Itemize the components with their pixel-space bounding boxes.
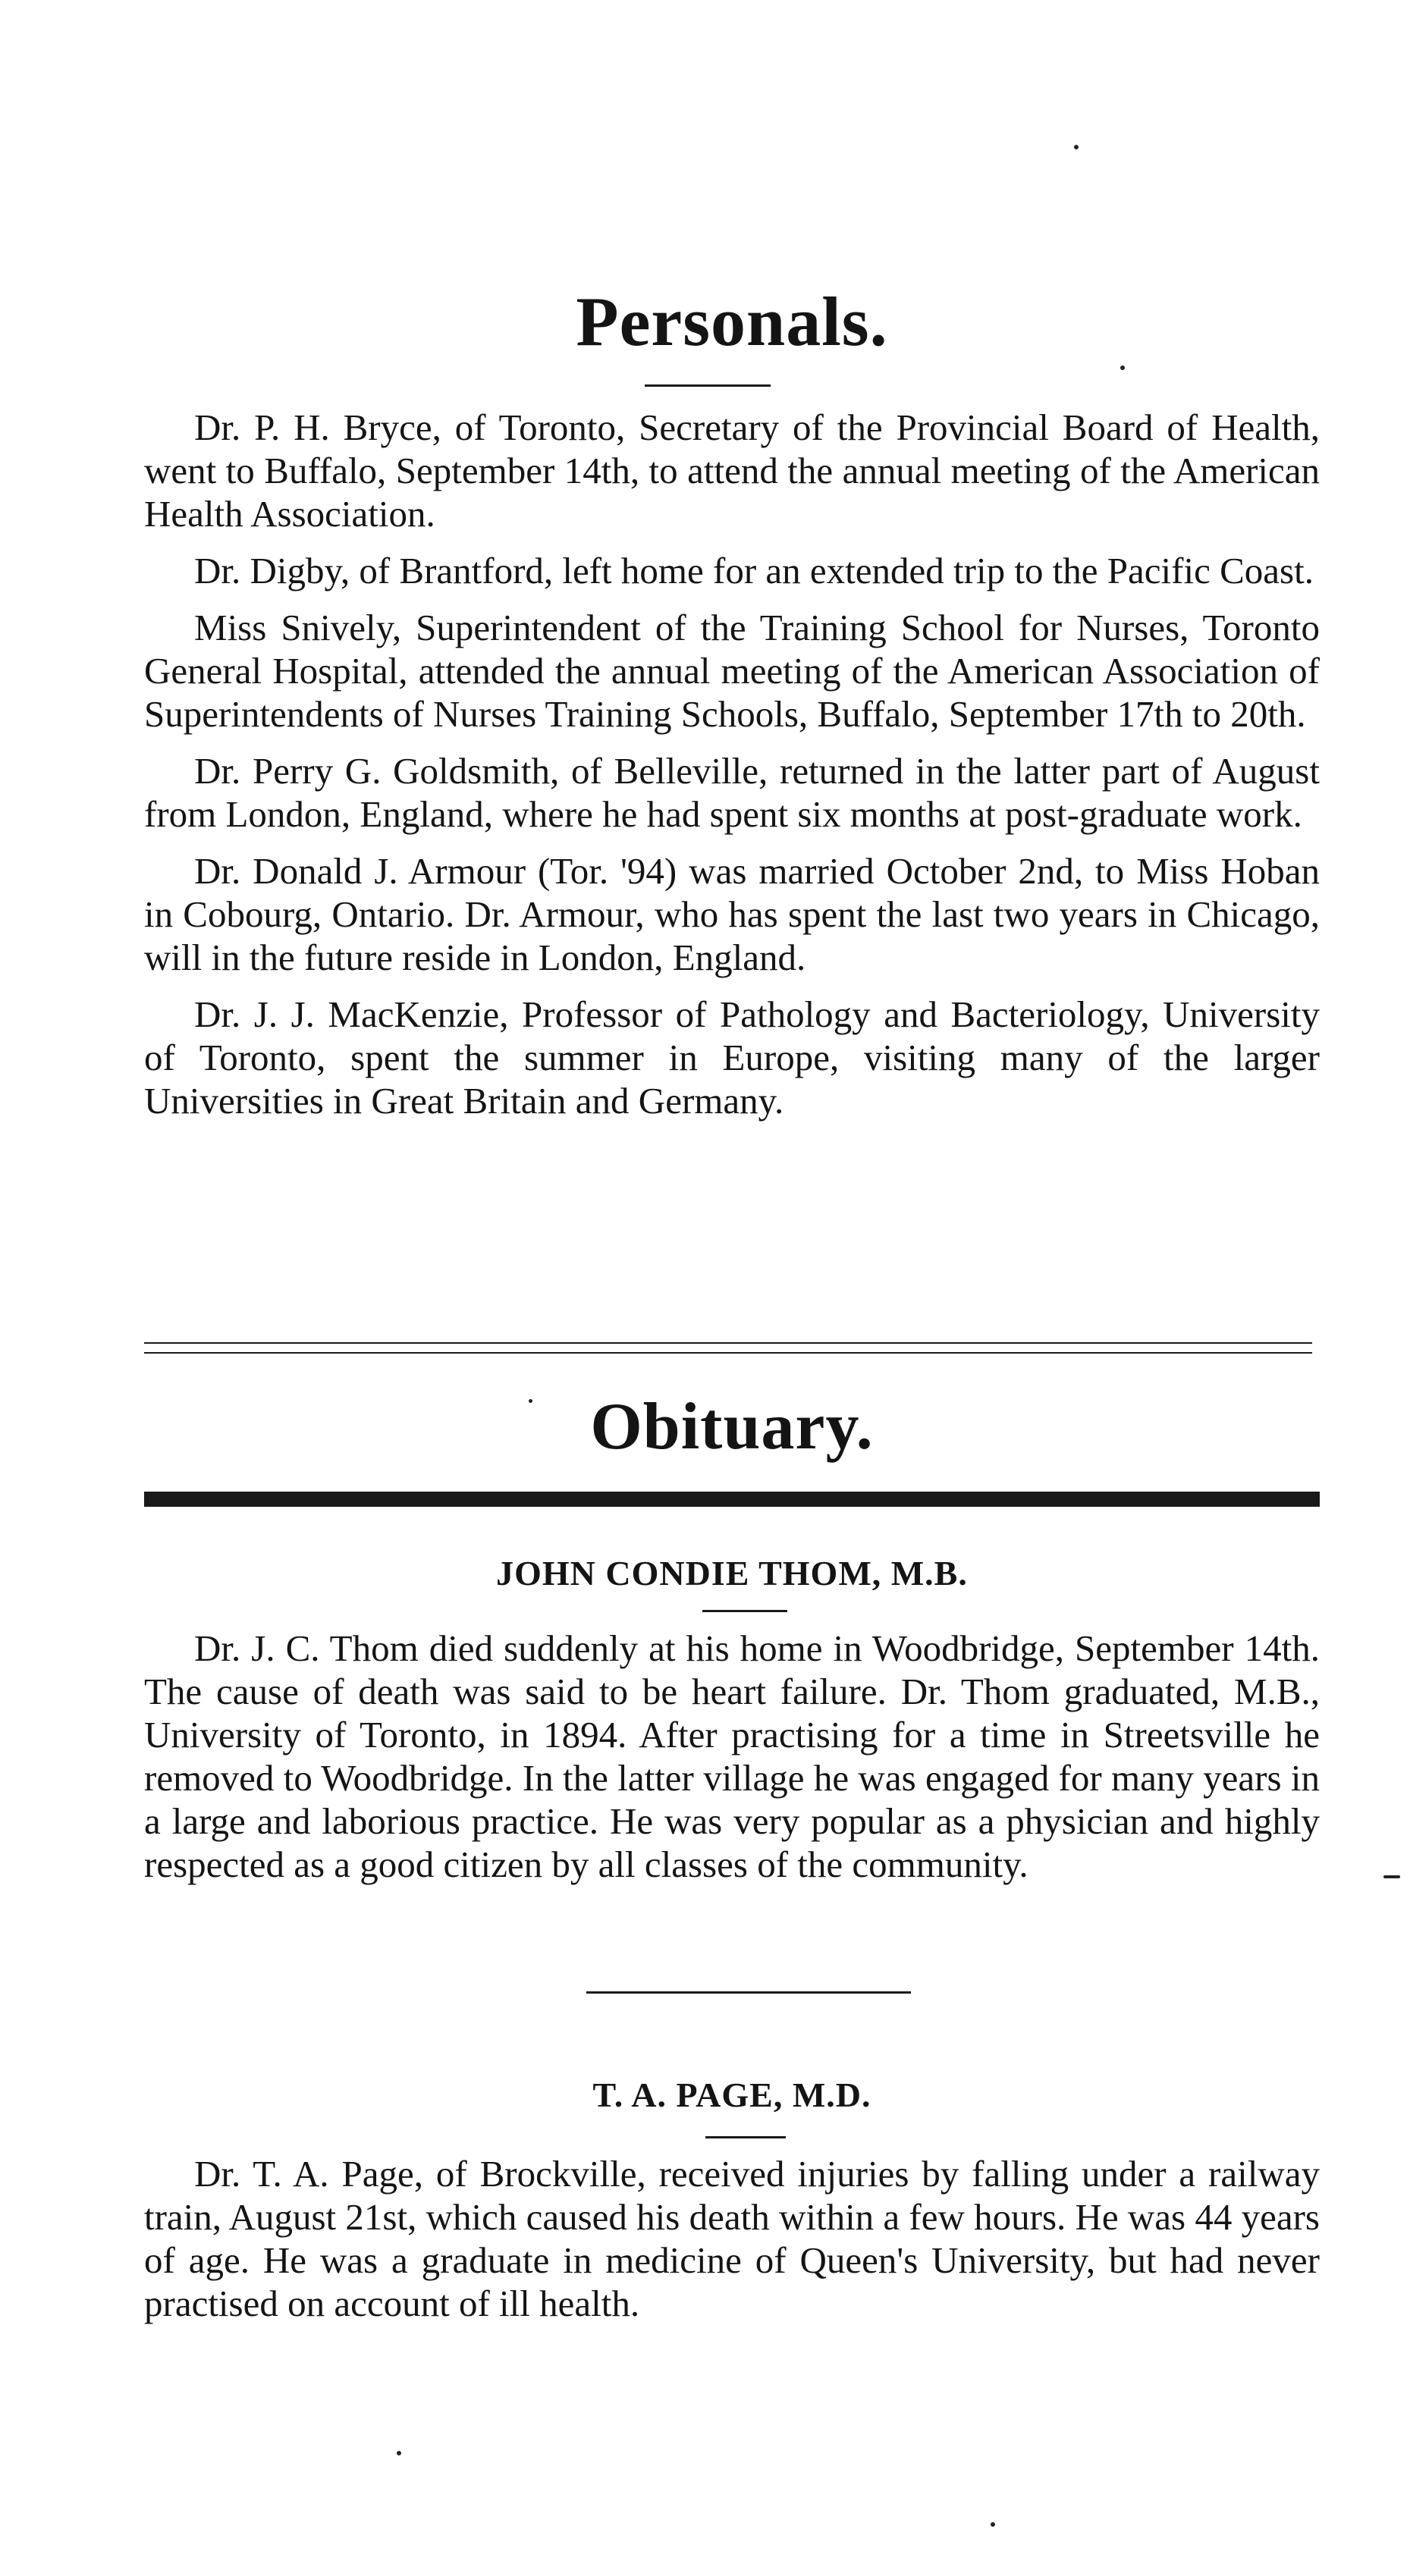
print-speck	[991, 2522, 995, 2527]
personal-item: Dr. Digby, of Brantford, left home for an extended trip to the Pacific Coast.	[194, 550, 1314, 591]
entry-title-rule	[702, 1610, 787, 1612]
obituary-entry-name-block	[144, 2078, 1320, 2113]
personals-title-rule	[645, 384, 771, 387]
personals-section	[144, 406, 1320, 1122]
obituary-entry	[144, 1627, 1320, 1886]
personal-item: Dr. P. H. Bryce, of Toronto, Secretary of the Provincial Board of Health, went to Buffalo, September 14th, to attend the annual meeting of the American Health Association.	[144, 406, 1320, 535]
personal-item: Dr. Perry G. Goldsmith, of Belleville, returned in the latter part of August from London, England, where he had spent six months at post-graduate work.	[144, 750, 1320, 835]
personals-heading-block	[144, 283, 1320, 360]
section-divider	[144, 1352, 1312, 1354]
obituary-entry	[144, 2152, 1320, 2325]
print-speck	[1074, 145, 1079, 149]
entry-title-rule	[705, 2136, 786, 2138]
obituary-entry-text: Dr. J. C. Thom died suddenly at his home in Woodbridge, September 14th. The cause of death was said to be heart failure. Dr. Thom graduated, M.B., University of Toronto, in 1894. After practising for a time in Streetsville he removed to Woodbridge. In the latter village he was engaged for many years in a large and laborious practice. He was very popular as a physician and highly respected as a good citizen by all classes of the community.	[144, 1627, 1320, 1885]
obituary-entry-name-block	[144, 1556, 1320, 1591]
obituary-title: Obituary.	[590, 1390, 874, 1464]
obituary-entry-name: JOHN CONDIE THOM, M.B.	[496, 1554, 968, 1592]
section-divider	[144, 1342, 1312, 1344]
obituary-entry-text: Dr. T. A. Page, of Brockville, received injuries by falling under a railway train, August 21st, which caused his death within a few hours. He was 44 years of age. He was a graduate in medicine of Queen's University, but had never practised on account of ill health.	[144, 2153, 1320, 2324]
entry-separator-rule	[586, 1991, 911, 1994]
personals-title: Personals.	[576, 283, 888, 360]
personal-item: Miss Snively, Superintendent of the Training School for Nurses, Toronto General Hospital, attended the annual meeting of the American Association of Superintendents of Nurses Training Schools, Buffalo, September 17th to 20th.	[144, 607, 1320, 735]
obituary-entry-name: T. A. PAGE, M.D.	[592, 2076, 871, 2114]
personal-item: Dr. J. J. MacKenzie, Professor of Pathology and Bacteriology, University of Toronto, spent the summer in Europe, visiting many of the larger Universities in Great Britain and Germany.	[144, 993, 1320, 1122]
obituary-heading-block	[144, 1390, 1320, 1464]
obituary-heavy-rule	[144, 1492, 1320, 1507]
personal-item: Dr. Donald J. Armour (Tor. '94) was married October 2nd, to Miss Hoban in Cobourg, Ontario. Dr. Armour, who has spent the last two years in Chicago, will in the future reside in London, England.	[144, 850, 1320, 978]
print-speck	[397, 2451, 401, 2455]
print-speck	[1383, 1875, 1400, 1878]
print-speck	[1120, 366, 1125, 370]
